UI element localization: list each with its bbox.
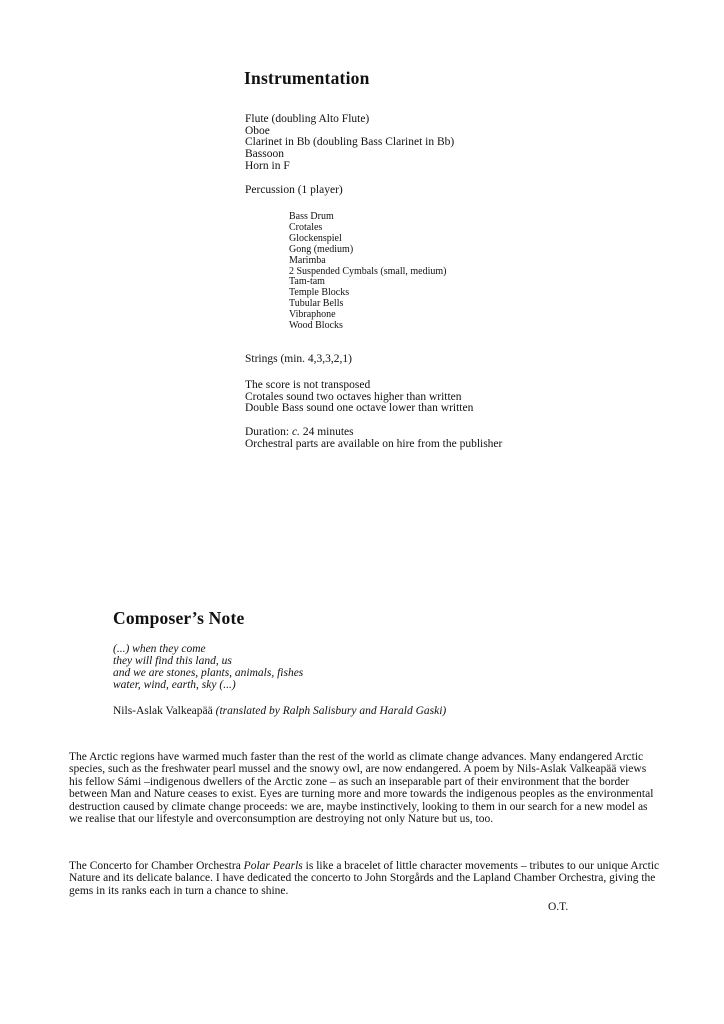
paragraph-2-lead: The Concerto for Chamber Orchestra <box>69 860 241 872</box>
percussion-item: Bass Drum <box>289 211 334 222</box>
paragraph-2-rest: is like a bracelet of little character movements – tributes to our unique Arctic Nature and its delicate balance. I have dedicated the concerto to John Storgårds and the Lapland Chamber Orchestra, giving the gems in its ranks each in turn a chance to shine. <box>69 860 660 897</box>
duration-line <box>245 427 502 439</box>
percussion-item: Temple Blocks <box>289 287 350 299</box>
percussion-item: Tam-tam <box>289 276 325 288</box>
poet-name: Nils-Aslak Valkeapää <box>113 705 213 717</box>
strings-line: Strings (min. 4,3,3,2,1) <box>245 353 353 365</box>
composers-note-title: Composer’s Note <box>113 608 245 628</box>
percussion-item: Glockenspiel <box>289 232 342 244</box>
instrument-line: Oboe <box>245 124 270 137</box>
percussion-item: Tubular Bells <box>289 298 344 310</box>
performance-note-line: Crotales sound two octaves higher than written <box>245 390 462 403</box>
instrument-line: Bassoon <box>245 148 284 161</box>
performance-notes <box>245 380 473 415</box>
percussion-item: Marimba <box>289 254 326 266</box>
work-title: Polar Pearls <box>243 860 303 872</box>
hire-note-line: Orchestral parts are available on hire from the publisher <box>245 437 503 450</box>
duration-block <box>245 427 502 450</box>
performance-note-line: Double Bass sound one octave lower than written <box>245 402 474 415</box>
percussion-item: Crotales <box>289 221 323 233</box>
percussion-list <box>289 212 447 332</box>
winds-list <box>245 114 454 173</box>
instrumentation-title: Instrumentation <box>244 68 370 88</box>
percussion-item: 2 Suspended Cymbals (small, medium) <box>289 265 447 277</box>
percussion-item: Wood Blocks <box>289 320 343 332</box>
duration-label: Duration: <box>245 426 290 438</box>
percussion-heading: Percussion (1 player) <box>245 184 343 196</box>
duration-circa: c. <box>291 426 300 438</box>
performance-note-line: The score is not transposed <box>245 379 371 391</box>
instrument-line: Clarinet in Bb (doubling Bass Clarinet in Bb) <box>245 136 455 149</box>
poem-line: (...) when they come <box>113 643 206 655</box>
percussion-item: Gong (medium) <box>289 243 354 255</box>
poem-attribution <box>113 705 446 717</box>
composer-initials: O.T. <box>548 901 569 913</box>
poem-quote <box>113 643 303 691</box>
translation-credit: (translated by Ralph Salisbury and Harald Gaski) <box>215 705 447 717</box>
composers-note-paragraph-2 <box>69 860 661 897</box>
poem-line: they will find this land, us <box>113 655 232 667</box>
instrument-line: Flute (doubling Alto Flute) <box>245 113 370 125</box>
poem-line: water, wind, earth, sky (...) <box>113 679 236 691</box>
composers-note-paragraph-1: The Arctic regions have warmed much faster than the rest of the world as climate change advances. Many endangered Arctic species, such as the freshwater pearl mussel and the snowy owl, are now endangered. A poem by Nils-Aslak Valkeapää views his fellow Sámi –indigenous dwellers of the Arctic zone – as such an inseparable part of their environment that the border between Man and Nature ceases to exist. Eyes are turning more and more towards the indigenous peoples as the environmental destruction caused by climate change proceeds: we are, maybe instinctively, looking to them in our search for a new model as we realise that our lifestyle and overconsumption are destroying not only Nature but us, too. <box>69 751 654 826</box>
percussion-item: Vibraphone <box>289 309 336 321</box>
poem-line: and we are stones, plants, animals, fishes <box>113 667 304 679</box>
instrument-line: Horn in F <box>245 159 290 172</box>
duration-value: 24 minutes <box>302 426 354 438</box>
